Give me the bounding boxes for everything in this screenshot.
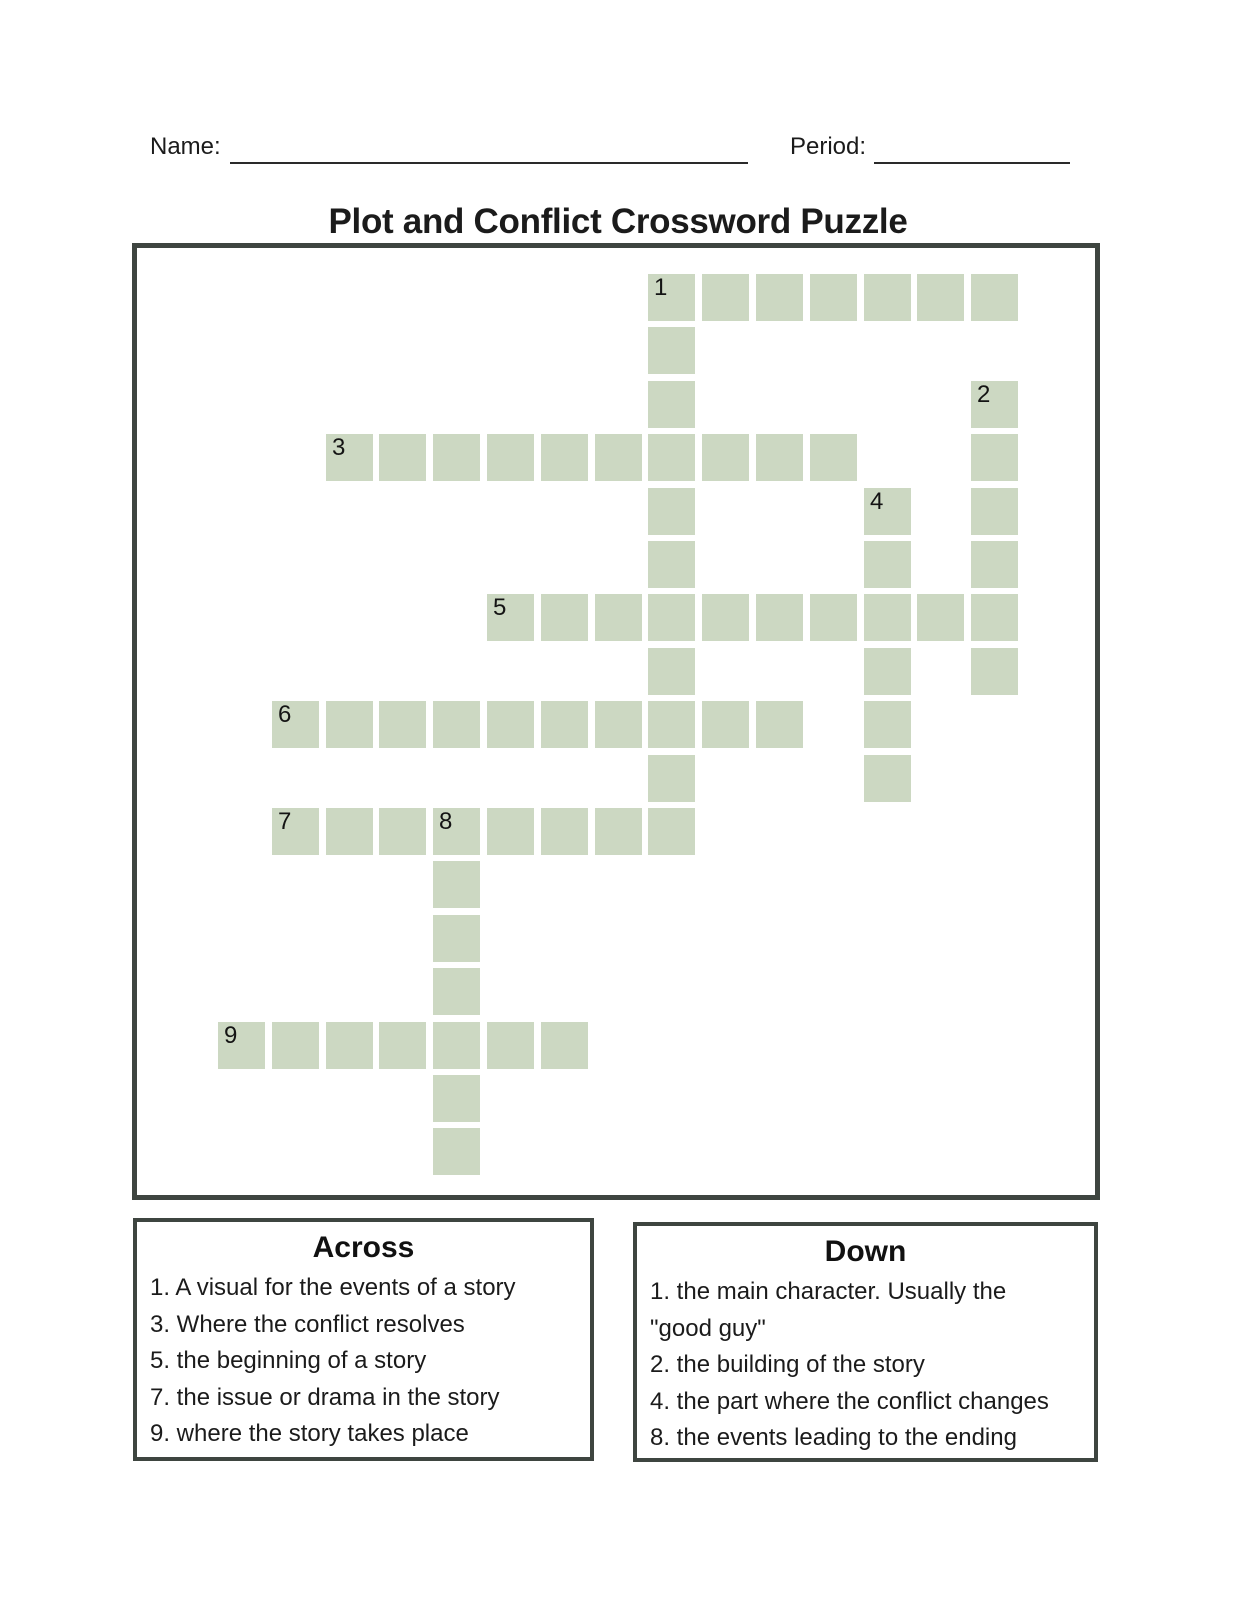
crossword-cell[interactable]	[433, 434, 480, 481]
across-clue-item: 3. Where the conflict resolves	[150, 1310, 465, 1338]
down-clue-list	[637, 1274, 1094, 1457]
crossword-cell[interactable]	[702, 274, 749, 321]
crossword-cell[interactable]	[756, 594, 803, 641]
crossword-cell[interactable]	[756, 274, 803, 321]
crossword-cell[interactable]	[379, 1022, 426, 1069]
crossword-cell[interactable]	[648, 594, 695, 641]
crossword-cell[interactable]	[218, 1022, 265, 1069]
down-clue-item: 1. the main character. Usually the "good guy"	[650, 1278, 1007, 1342]
period-field-line[interactable]	[874, 138, 1070, 164]
crossword-cell[interactable]	[648, 327, 695, 374]
crossword-cell[interactable]	[595, 594, 642, 641]
across-clue-item: 5. the beginning of a story	[150, 1347, 427, 1374]
crossword-cell[interactable]	[810, 274, 857, 321]
crossword-cell[interactable]	[541, 1022, 588, 1069]
crossword-cell[interactable]	[272, 808, 319, 855]
across-clue-item: 7. the issue or drama in the story	[150, 1383, 500, 1411]
cell-number: 5	[493, 594, 507, 621]
crossword-cell[interactable]	[702, 434, 749, 481]
name-label: Name:	[150, 133, 221, 160]
crossword-cell[interactable]	[487, 808, 534, 855]
crossword-cell[interactable]	[487, 701, 534, 748]
crossword-cell[interactable]	[326, 434, 373, 481]
crossword-cell[interactable]	[648, 488, 695, 535]
cell-number: 3	[332, 434, 346, 461]
crossword-cell[interactable]	[917, 594, 964, 641]
crossword-cell[interactable]	[648, 381, 695, 428]
crossword-cell[interactable]	[648, 701, 695, 748]
name-field-line[interactable]	[230, 138, 748, 164]
crossword-cell[interactable]	[971, 594, 1018, 641]
crossword-cell[interactable]	[648, 434, 695, 481]
crossword-cell[interactable]	[433, 915, 480, 962]
down-title: Down	[824, 1235, 907, 1268]
crossword-cell[interactable]	[864, 274, 911, 321]
cell-number: 7	[278, 808, 292, 835]
crossword-cell[interactable]	[971, 488, 1018, 535]
crossword-cell[interactable]	[864, 488, 911, 535]
cell-number: 1	[654, 274, 668, 301]
crossword-cell[interactable]	[541, 701, 588, 748]
crossword-cell[interactable]	[326, 808, 373, 855]
period-label: Period:	[790, 133, 867, 160]
crossword-cell[interactable]	[810, 434, 857, 481]
crossword-cell[interactable]	[756, 701, 803, 748]
crossword-cell[interactable]	[971, 541, 1018, 588]
across-clue-box	[133, 1218, 594, 1461]
crossword-cell[interactable]	[648, 755, 695, 802]
crossword-cell[interactable]	[433, 861, 480, 908]
crossword-cell[interactable]	[487, 1022, 534, 1069]
crossword-cell[interactable]	[648, 648, 695, 695]
crossword-cell[interactable]	[433, 701, 480, 748]
cell-number: 9	[224, 1022, 238, 1049]
crossword-cell[interactable]	[971, 274, 1018, 321]
down-clue-item: 2. the building of the story	[650, 1351, 925, 1378]
cell-number: 6	[278, 701, 292, 728]
crossword-cell[interactable]	[702, 594, 749, 641]
crossword-cell[interactable]	[810, 594, 857, 641]
crossword-cell[interactable]	[648, 541, 695, 588]
crossword-cell[interactable]	[379, 808, 426, 855]
crossword-grid	[132, 243, 1100, 1200]
crossword-cell[interactable]	[487, 594, 534, 641]
crossword-cell[interactable]	[433, 1075, 480, 1122]
crossword-cell[interactable]	[326, 701, 373, 748]
crossword-cell[interactable]	[433, 1128, 480, 1175]
crossword-cell[interactable]	[326, 1022, 373, 1069]
crossword-cell[interactable]	[971, 434, 1018, 481]
page-title: Plot and Conflict Crossword Puzzle	[328, 202, 908, 242]
crossword-cell[interactable]	[864, 594, 911, 641]
crossword-cell[interactable]	[541, 808, 588, 855]
crossword-cell[interactable]	[917, 274, 964, 321]
crossword-cell[interactable]	[756, 434, 803, 481]
crossword-cell[interactable]	[702, 701, 749, 748]
crossword-cell[interactable]	[379, 701, 426, 748]
crossword-cell[interactable]	[971, 381, 1018, 428]
crossword-cell[interactable]	[541, 594, 588, 641]
down-clue-item: 4. the part where the conflict changes	[650, 1387, 1049, 1415]
crossword-cell[interactable]	[433, 1022, 480, 1069]
crossword-cell[interactable]	[971, 648, 1018, 695]
crossword-cell[interactable]	[864, 648, 911, 695]
crossword-cell[interactable]	[379, 434, 426, 481]
crossword-cell[interactable]	[433, 968, 480, 1015]
cell-number: 4	[870, 488, 884, 515]
across-clue-list	[137, 1270, 590, 1453]
crossword-cell[interactable]	[648, 808, 695, 855]
across-clue-item: 1. A visual for the events of a story	[150, 1274, 516, 1301]
across-title: Across	[312, 1231, 415, 1264]
crossword-cell[interactable]	[864, 541, 911, 588]
crossword-cell[interactable]	[487, 434, 534, 481]
crossword-cell[interactable]	[648, 274, 695, 321]
crossword-cell[interactable]	[541, 434, 588, 481]
crossword-cell[interactable]	[595, 434, 642, 481]
crossword-cell[interactable]	[272, 701, 319, 748]
cell-number: 2	[977, 381, 991, 408]
down-clue-box	[633, 1222, 1098, 1462]
across-clue-item: 9. where the story takes place	[150, 1420, 469, 1447]
crossword-cell[interactable]	[433, 808, 480, 855]
cell-number: 8	[439, 808, 453, 835]
crossword-cell[interactable]	[595, 808, 642, 855]
crossword-cell[interactable]	[864, 701, 911, 748]
down-clue-item: 8. the events leading to the ending	[650, 1424, 1017, 1451]
crossword-cell[interactable]	[595, 701, 642, 748]
crossword-cell[interactable]	[864, 755, 911, 802]
crossword-cell[interactable]	[272, 1022, 319, 1069]
